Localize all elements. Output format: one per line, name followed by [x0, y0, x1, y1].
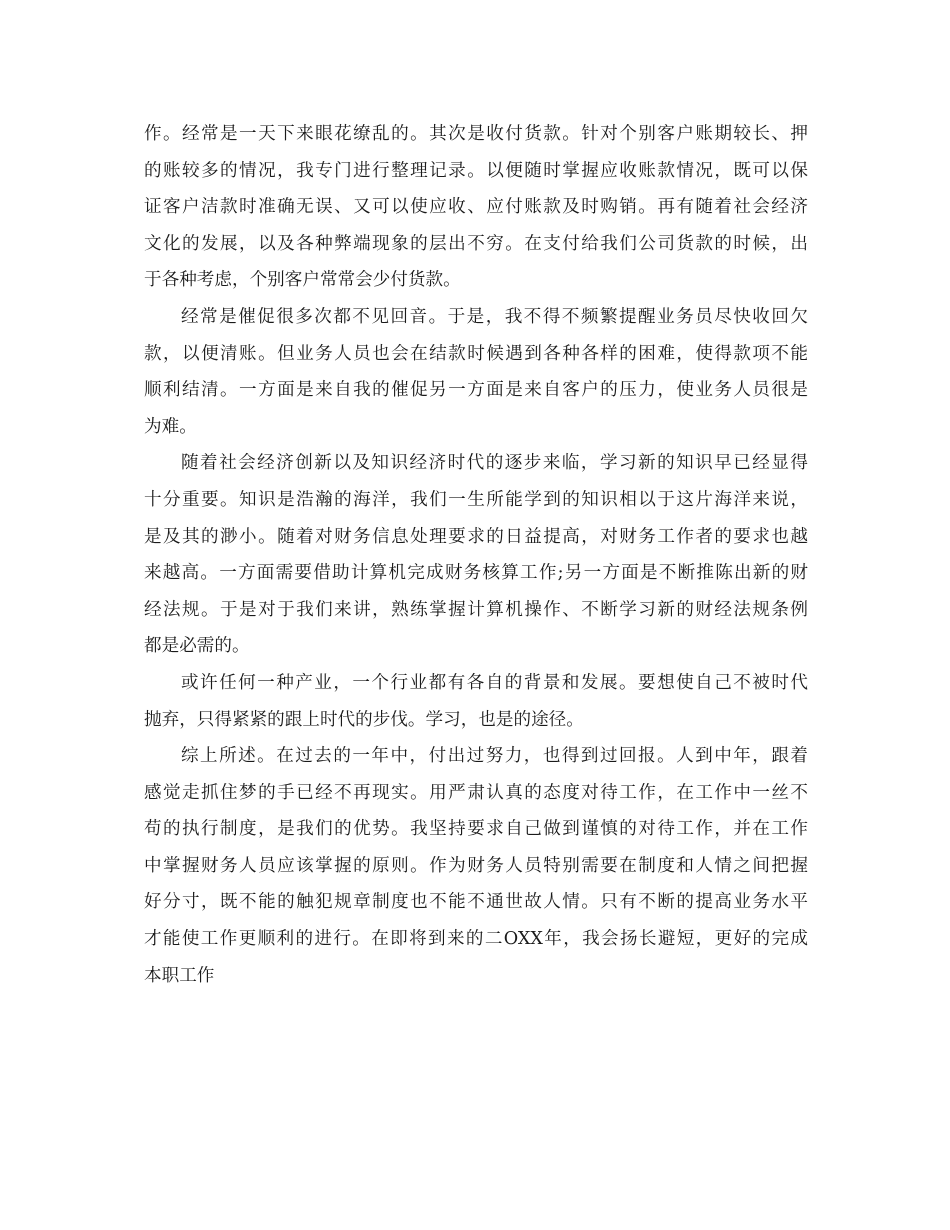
paragraph: [144, 299, 808, 445]
text-line: 十分重要。知识是浩瀚的海洋，我们一生所能学到的知识相以于这片海洋来说，: [144, 489, 808, 510]
text-line: 好分寸，既不能的触犯规章制度也不能不通世故人情。只有不断的提高业务水平: [144, 892, 808, 913]
text-line: 顺利结清。一方面是来自我的催促另一方面是来自客户的压力，使业务人员很是: [144, 380, 808, 401]
text-line: 作。经常是一天下来眼花缭乱的。其次是收付货款。针对个别客户账期较长、押: [144, 124, 808, 144]
text-line: 或许任何一种产业，一个行业都有各自的背景和发展。要想使自己不被时代: [181, 672, 808, 693]
text-line: 于各种考虑，个别客户常常会少付货款。: [144, 270, 461, 291]
text-line: 才能使工作更顺利的进行。在即将到来的二OXX年，我会扬长避短，更好的完成: [144, 929, 808, 950]
text-line: 感觉走抓住梦的手已经不再现实。用严肃认真的态度对待工作，在工作中一丝不: [144, 782, 808, 803]
text-line: 本职工作: [144, 965, 215, 986]
text-line: 抛弃，只得紧紧的跟上时代的步伐。学习，也是的途径。: [144, 709, 584, 730]
text-line: 综上所述。在过去的一年中，付出过努力，也得到过回报。人到中年，跟着: [181, 746, 808, 767]
text-line: 为难。: [144, 416, 197, 437]
text-line: 经法规。于是对于我们来讲，熟练掌握计算机操作、不断学习新的财经法规条例: [144, 599, 808, 620]
paragraph: [144, 445, 808, 665]
paragraph: [144, 116, 808, 299]
text-line: 来越高。一方面需要借助计算机完成财务核算工作;另一方面是不断推陈出新的财: [144, 563, 808, 584]
text-line: 证客户洁款时准确无误、又可以使应收、应付账款及时购销。再有随着社会经济: [144, 197, 808, 218]
text-line: 随着社会经济创新以及知识经济时代的逐步来临，学习新的知识早已经显得: [181, 453, 808, 474]
text-line: 文化的发展，以及各种弊端现象的层出不穷。在支付给我们公司货款的时候，出: [144, 233, 808, 254]
text-line: 款，以便清账。但业务人员也会在结款时候遇到各种各样的困难，使得款项不能: [144, 343, 808, 364]
text-line: 中掌握财务人员应该掌握的原则。作为财务人员特别需要在制度和人情之间把握: [144, 855, 808, 876]
text-line: 的账较多的情况，我专门进行整理记录。以便随时掌握应收账款情况，既可以保: [144, 160, 808, 181]
paragraph: [144, 738, 808, 994]
text-line: 苟的执行制度，是我们的优势。我坚持要求自己做到谨慎的对待工作，并在工作: [144, 819, 808, 840]
text-line: 是及其的渺小。随着对财务信息处理要求的日益提高，对财务工作者的要求也越: [144, 526, 808, 547]
paragraph: [144, 665, 808, 738]
document-body: [144, 116, 808, 994]
text-line: 经常是催促很多次都不见回音。于是，我不得不频繁提醒业务员尽快收回欠: [181, 306, 808, 327]
text-line: 都是必需的。: [144, 636, 250, 657]
